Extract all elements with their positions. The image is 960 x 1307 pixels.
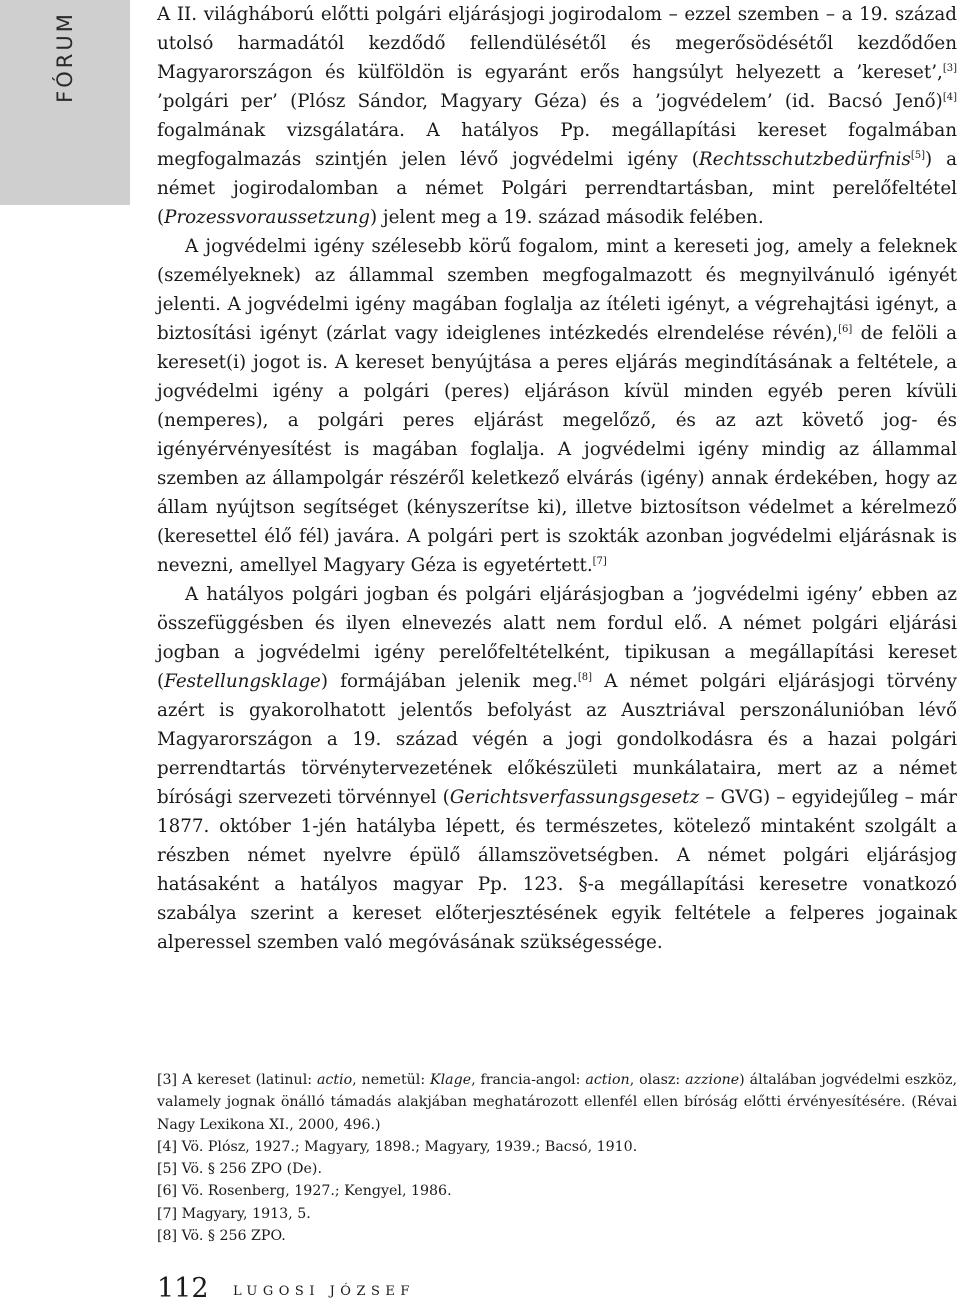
footnote: [4] Vö. Plósz, 1927.; Magyary, 1898.; Magyary, 1939.; Bacsó, 1910. [157, 1138, 638, 1155]
paragraph: A II. világháború előtti polgári eljárásjogi jogirodalom – ezzel szemben – a 19. század utolsó harmadától kezdődő fellendülésétől és megerősödésétől kezdődően Magyarországon és külföldön is egyaránt erős hangsúlyt helyezett a ’kereset’,[3] ’polgári per’ (Plósz Sándor, Magyary Géza) és a ’jogvédelem’ (id. Bacsó Jenő)[4] fogalmának vizsgálatára. A hatályos Pp. megállapítási kereset fogalmában megfogalmazás szintjén jelen lévő jogvédelmi igény (Rechtsschutzbedürfnis[5]) a német jogirodalomban a német Polgári perrendtartásban, mint perelőfeltétel (Prozessvoraussetzung) jelent meg a 19. század második felében. [157, 4, 958, 228]
section-label: FÓRUM [53, 11, 77, 103]
footnotes [157, 1069, 957, 1247]
footnote-ref: [7] [592, 556, 607, 567]
page-number: 112 [157, 1273, 209, 1304]
running-author: LUGOSI JÓZSEF [233, 1284, 415, 1299]
footnote-ref: [8] [577, 672, 593, 683]
paragraph: A hatályos polgári jogban és polgári eljárásjogban a ’jogvédelmi igény’ ebben az összefüggésben és ilyen elnevezés alatt nem fordul elő. A német polgári eljárási jogban a jogvédelmi igény perelőfeltételként, tipikusan a megállapítási kereset (Festellungsklage) formájában jelenik meg.[8] A német polgári eljárásjogi törvény azért is gyakorolhatott jelentős befolyást az Ausztriával perszonálunióban lévő Magyarországon a 19. század végén a jogi gondolkodásra és a hazai polgári perrendtartás törvénytervezetének előkészületi munkálataira, mert az a német bírósági szervezeti törvénnyel (Gerichtsverfassungsgesetz – GVG) – egyidejűleg – már 1877. október 1-jén hatályba lépett, és természetes, kötelező mintaként szolgált a részben német nyelvre épülő államszövetségben. A német polgári eljárásjog hatásaként a hatályos magyar Pp. 123. §-a megállapítási keresetre vonatkozó szabálya szerint a kereset előterjesztésének egyik feltétele a felperes jogainak alperessel szemben való megóvásának szükségessége. [157, 584, 957, 953]
footnote-ref: [3] [942, 63, 957, 74]
footnote: [5] Vö. § 256 ZPO (De). [157, 1161, 322, 1178]
article-body [157, 0, 957, 957]
footnote: [3] A kereset (latinul: actio, nemetül: Klage, francia-angol: action, olasz: azzione) általában jogvédelmi eszköz, valamely jognak önálló támadás alakjában meghatározott ellenfél ellen bíróság előtti érvényesítésére. (Révai Nagy Lexikona XI., 2000, 496.) [157, 1072, 957, 1133]
footnote: [6] Vö. Rosenberg, 1927.; Kengyel, 1986. [157, 1183, 452, 1200]
section-tab [0, 0, 130, 205]
footnote-ref: [4] [942, 92, 957, 103]
paragraph: A jogvédelmi igény szélesebb körű fogalom, mint a kereseti jog, amely a feleknek (személyeknek) az állammal szemben megfogalmazott és megnyilvánuló igényét jelenti. A jogvédelmi igény magában foglalja az ítéleti igényt, a végrehajtási igényt, a biztosítási igényt (zárlat vagy ideiglenes intézkedés elrendelése révén),[6] de felöli a kereset(i) jogot is. A kereset benyújtása a peres eljárás megindításának a feltétele, a jogvédelmi igény a polgári (peres) eljáráson kívül minden egyéb peren kívüli (nemperes), a polgári peres eljárást megelőző, és az azt követő jog- és igényérvényesítést is magában foglalja. A jogvédelmi igény mindig az állammal szemben az állampolgár részéről keletkező elvárás (igény) annak érdekében, hogy az állam nyújtson segítséget (kényszerítse ki), illetve biztosítson védelmet a kérelmező (keresettel élő fél) javára. A polgári pert is szokták azonban jogvédelmi eljárásnak is nevezni, amellyel Magyary Géza is egyetértett.[7] [157, 236, 957, 576]
footnote-ref: [5] [910, 150, 926, 161]
footnote-ref: [6] [838, 324, 853, 335]
footnote: [7] Magyary, 1913, 5. [157, 1205, 311, 1222]
footnote: [8] Vö. § 256 ZPO. [157, 1228, 286, 1245]
